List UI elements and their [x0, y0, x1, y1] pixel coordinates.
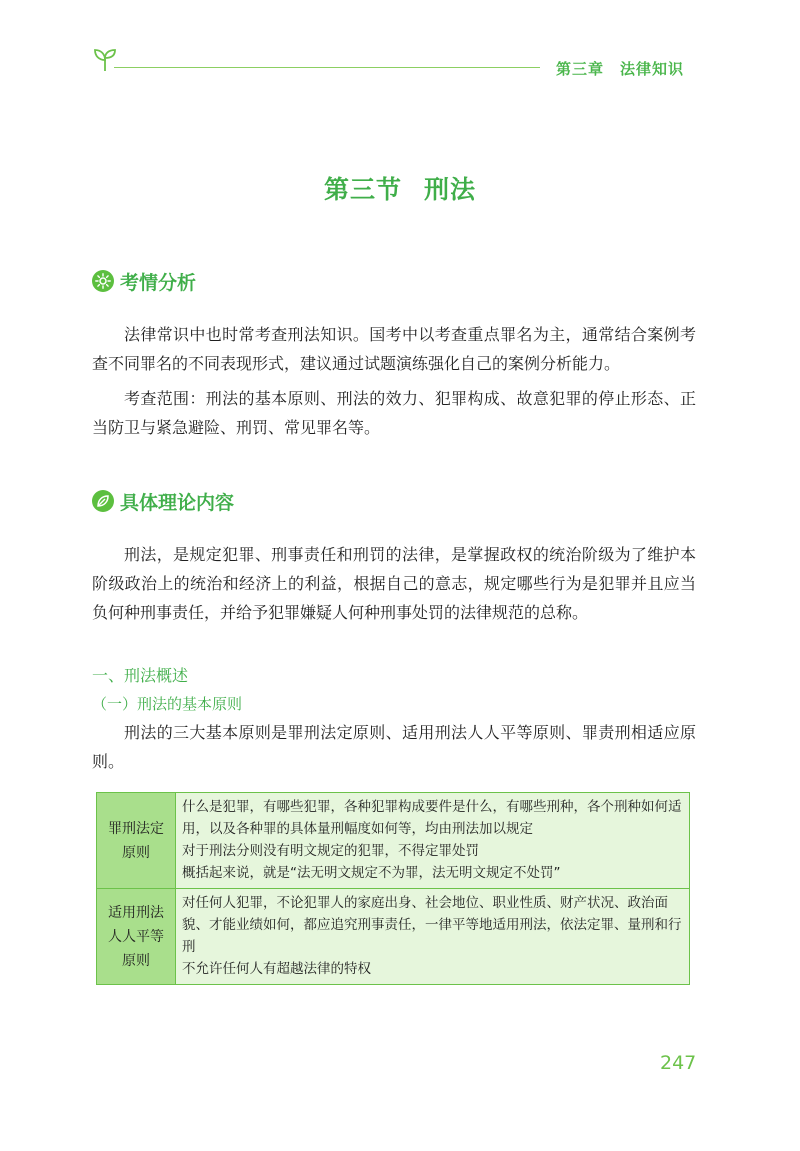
exam-analysis-paragraph-2: 考查范围：刑法的基本原则、刑法的效力、犯罪构成、故意犯罪的停止形态、正当防卫与紧急避险、刑罚、常见罪名等。 — [92, 389, 696, 437]
exam-analysis-title: 考情分析 — [120, 271, 197, 294]
exam-analysis-heading — [92, 269, 196, 293]
principle-description-line: 对任何人犯罪，不论犯罪人的家庭出身、社会地位、职业性质、财产状况、政治面貌、才能业绩如何，都应追究刑事责任，一律平等地适用刑法，依法定罪、量刑和行刑 — [182, 895, 682, 955]
section-title — [0, 170, 800, 206]
theory-heading — [92, 489, 234, 513]
sun-icon — [92, 270, 114, 292]
header-rule — [114, 67, 540, 68]
page-number: 247 — [660, 1052, 697, 1074]
principle-name-cell — [97, 889, 176, 985]
principle-description-line: 不允许任何人有超越法律的特权 — [182, 961, 371, 977]
principle-description-line: 概括起来说，就是“法无明文规定不为罪，法无明文规定不处罚” — [182, 865, 561, 881]
principle-name-line: 原则 — [122, 952, 150, 969]
criminal-law-definition: 刑法，是规定犯罪、刑事责任和刑罚的法律，是掌握政权的统治阶级为了维护本阶级政治上的统治和经济上的利益，根据自己的意志，规定哪些行为是犯罪并且应当负何种刑事责任，并给予犯罪嫌疑人何种刑事处罚的法律规范的总称。 — [92, 545, 696, 622]
chapter-title: 法律知识 — [620, 60, 685, 78]
heading-basic-principles: （一）刑法的基本原则 — [92, 695, 243, 713]
leaf-icon — [92, 490, 114, 512]
principles-table — [96, 792, 690, 985]
running-header — [556, 58, 684, 79]
chapter-number: 第三章 — [556, 60, 605, 78]
principle-description-cell — [176, 793, 690, 889]
principle-description-line: 对于刑法分则没有明文规定的犯罪，不得定罪处罚 — [182, 843, 479, 859]
principle-description-cell — [176, 889, 690, 985]
principle-name-line: 原则 — [122, 844, 150, 861]
principle-description-line: 什么是犯罪，有哪些犯罪，各种犯罪构成要件是什么，有哪些刑种，各个刑种如何适用，以及各种罪的具体量刑幅度如何等，均由刑法加以规定 — [182, 799, 682, 837]
table-row — [97, 889, 690, 985]
section-name: 刑法 — [424, 175, 477, 204]
principles-intro: 刑法的三大基本原则是罪刑法定原则、适用刑法人人平等原则、罪责刑相适应原则。 — [92, 723, 696, 771]
principle-name-line: 人人平等 — [108, 928, 164, 945]
section-number: 第三节 — [323, 175, 402, 204]
sprout-icon — [92, 46, 118, 72]
principle-name-line: 适用刑法 — [108, 904, 164, 921]
principle-name-line: 罪刑法定 — [108, 820, 164, 837]
exam-analysis-paragraph-1: 法律常识中也时常考查刑法知识。国考中以考查重点罪名为主，通常结合案例考查不同罪名的不同表现形式，建议通过试题演练强化自己的案例分析能力。 — [92, 325, 696, 373]
heading-criminal-law-overview: 一、刑法概述 — [92, 666, 189, 685]
table-row — [97, 793, 690, 889]
principle-name-cell — [97, 793, 176, 889]
theory-title: 具体理论内容 — [120, 491, 235, 514]
